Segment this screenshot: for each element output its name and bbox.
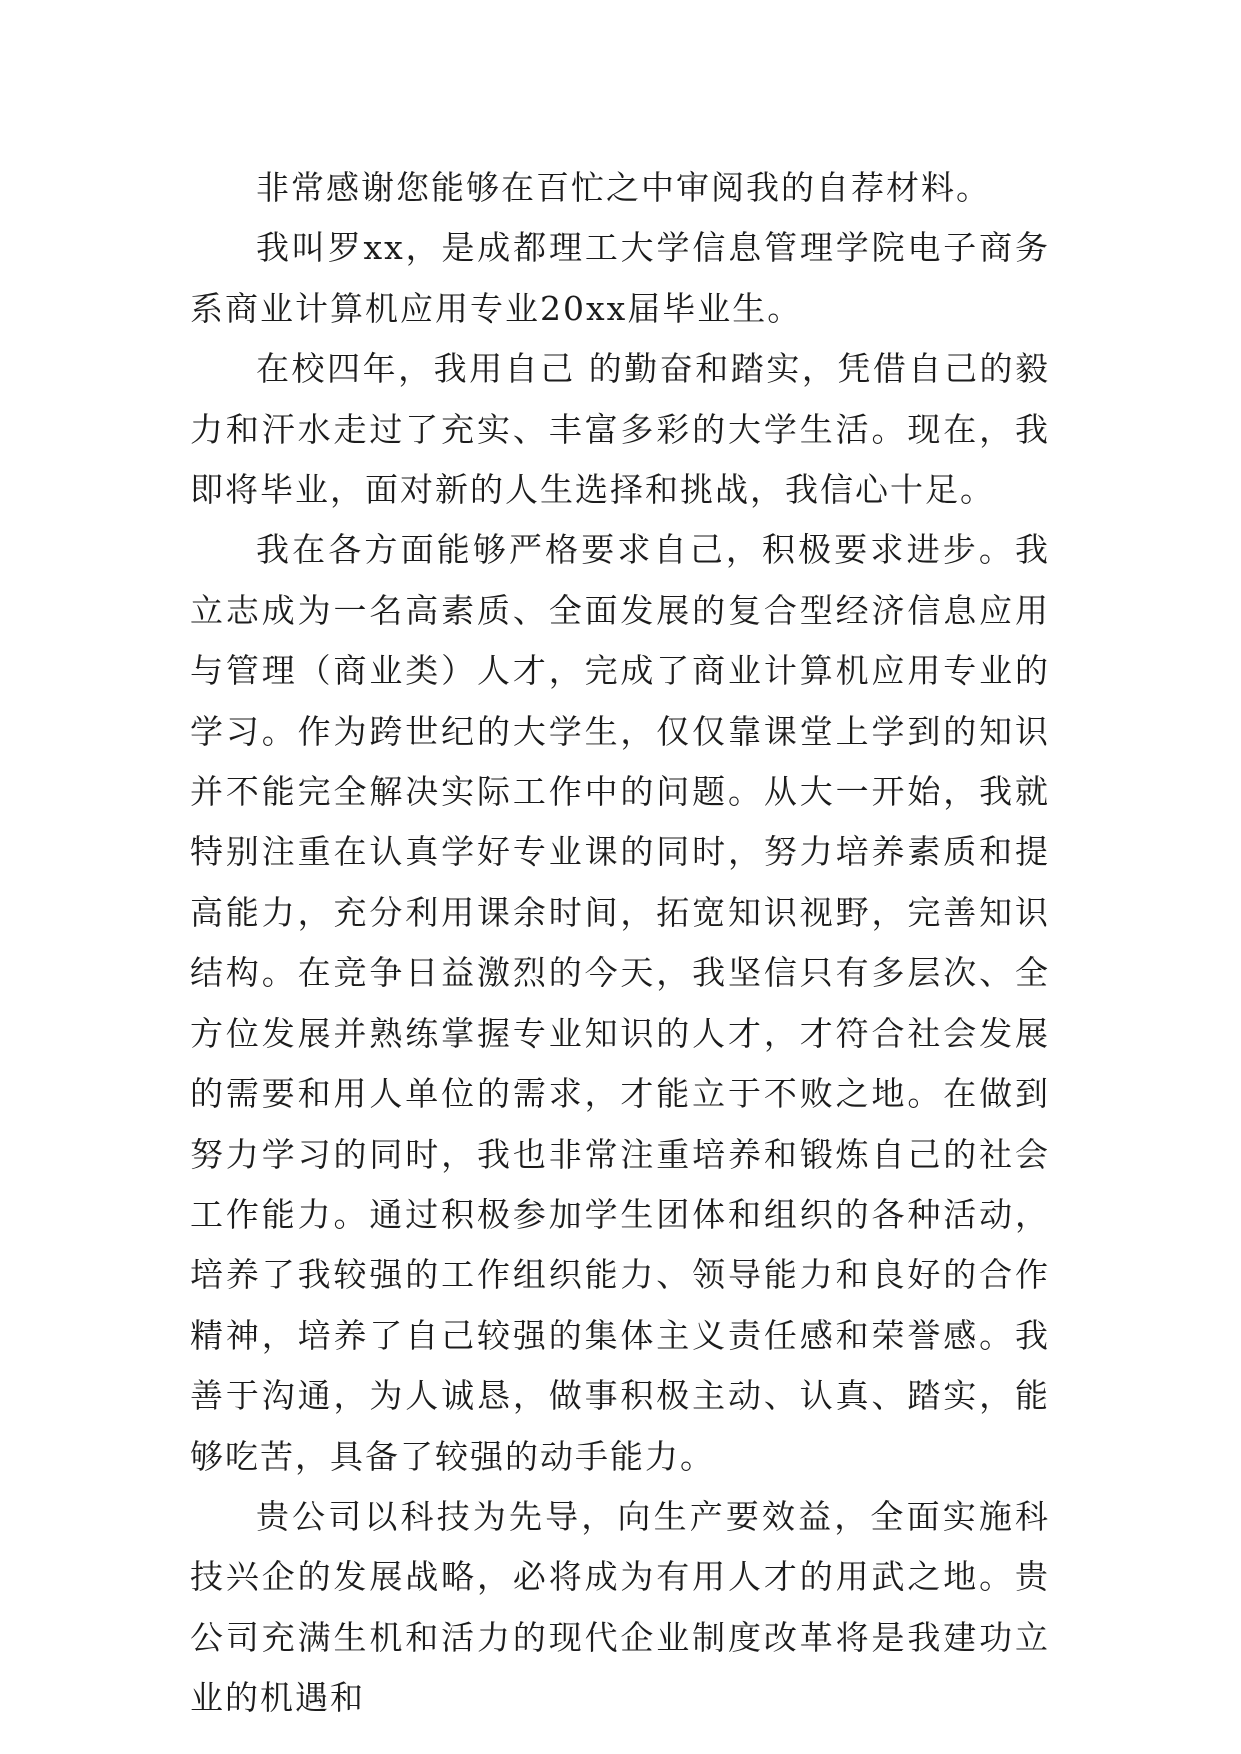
paragraph-abilities: 我在各方面能够严格要求自己，积极要求进步。我立志成为一名高素质、全面发展的复合型经济信息应用与管理（商业类）人才，完成了商业计算机应用专业的学习。作为跨世纪的大学生，仅仅靠课堂上学到的知识并不能完全解决实际工作中的问题。从大一开始，我就特别注重在认真学好专业课的同时，努力培养素质和提高能力，充分利用课余时间，拓宽知识视野，完善知识结构。在竞争日益激烈的今天，我坚信只有多层次、全方位发展并熟练掌握专业知识的人才，才符合社会发展的需要和用人单位的需求，才能立于不败之地。在做到努力学习的同时，我也非常注重培养和锻炼自己的社会工作能力。通过积极参加学生团体和组织的各种活动，培养了我较强的工作组织能力、领导能力和良好的合作精神，培养了自己较强的集体主义责任感和荣誉感。我善于沟通，为人诚恳，做事积极主动、认真、踏实，能够吃苦，具备了较强的动手能力。 [190,530,1050,1476]
paragraph-introduction: 我叫罗xx，是成都理工大学信息管理学院电子商务系商业计算机应用专业20xx届毕业生。 [190,228,1050,328]
paragraph-company: 贵公司以科技为先导，向生产要效益，全面实施科技兴企的发展战略，必将成为有用人才的用武之地。贵公司充满生机和活力的现代企业制度改革将是我建功立业的机遇和 [190,1496,1050,1718]
paragraph-thanks: 非常感谢您能够在百忙之中审阅我的自荐材料。 [256,168,991,207]
letter-body [190,158,1050,1729]
paragraph-university-life: 在校四年，我用自己 的勤奋和踏实，凭借自己的毅力和汗水走过了充实、丰富多彩的大学生活。现在，我即将毕业，面对新的人生选择和挑战，我信心十足。 [190,349,1050,510]
